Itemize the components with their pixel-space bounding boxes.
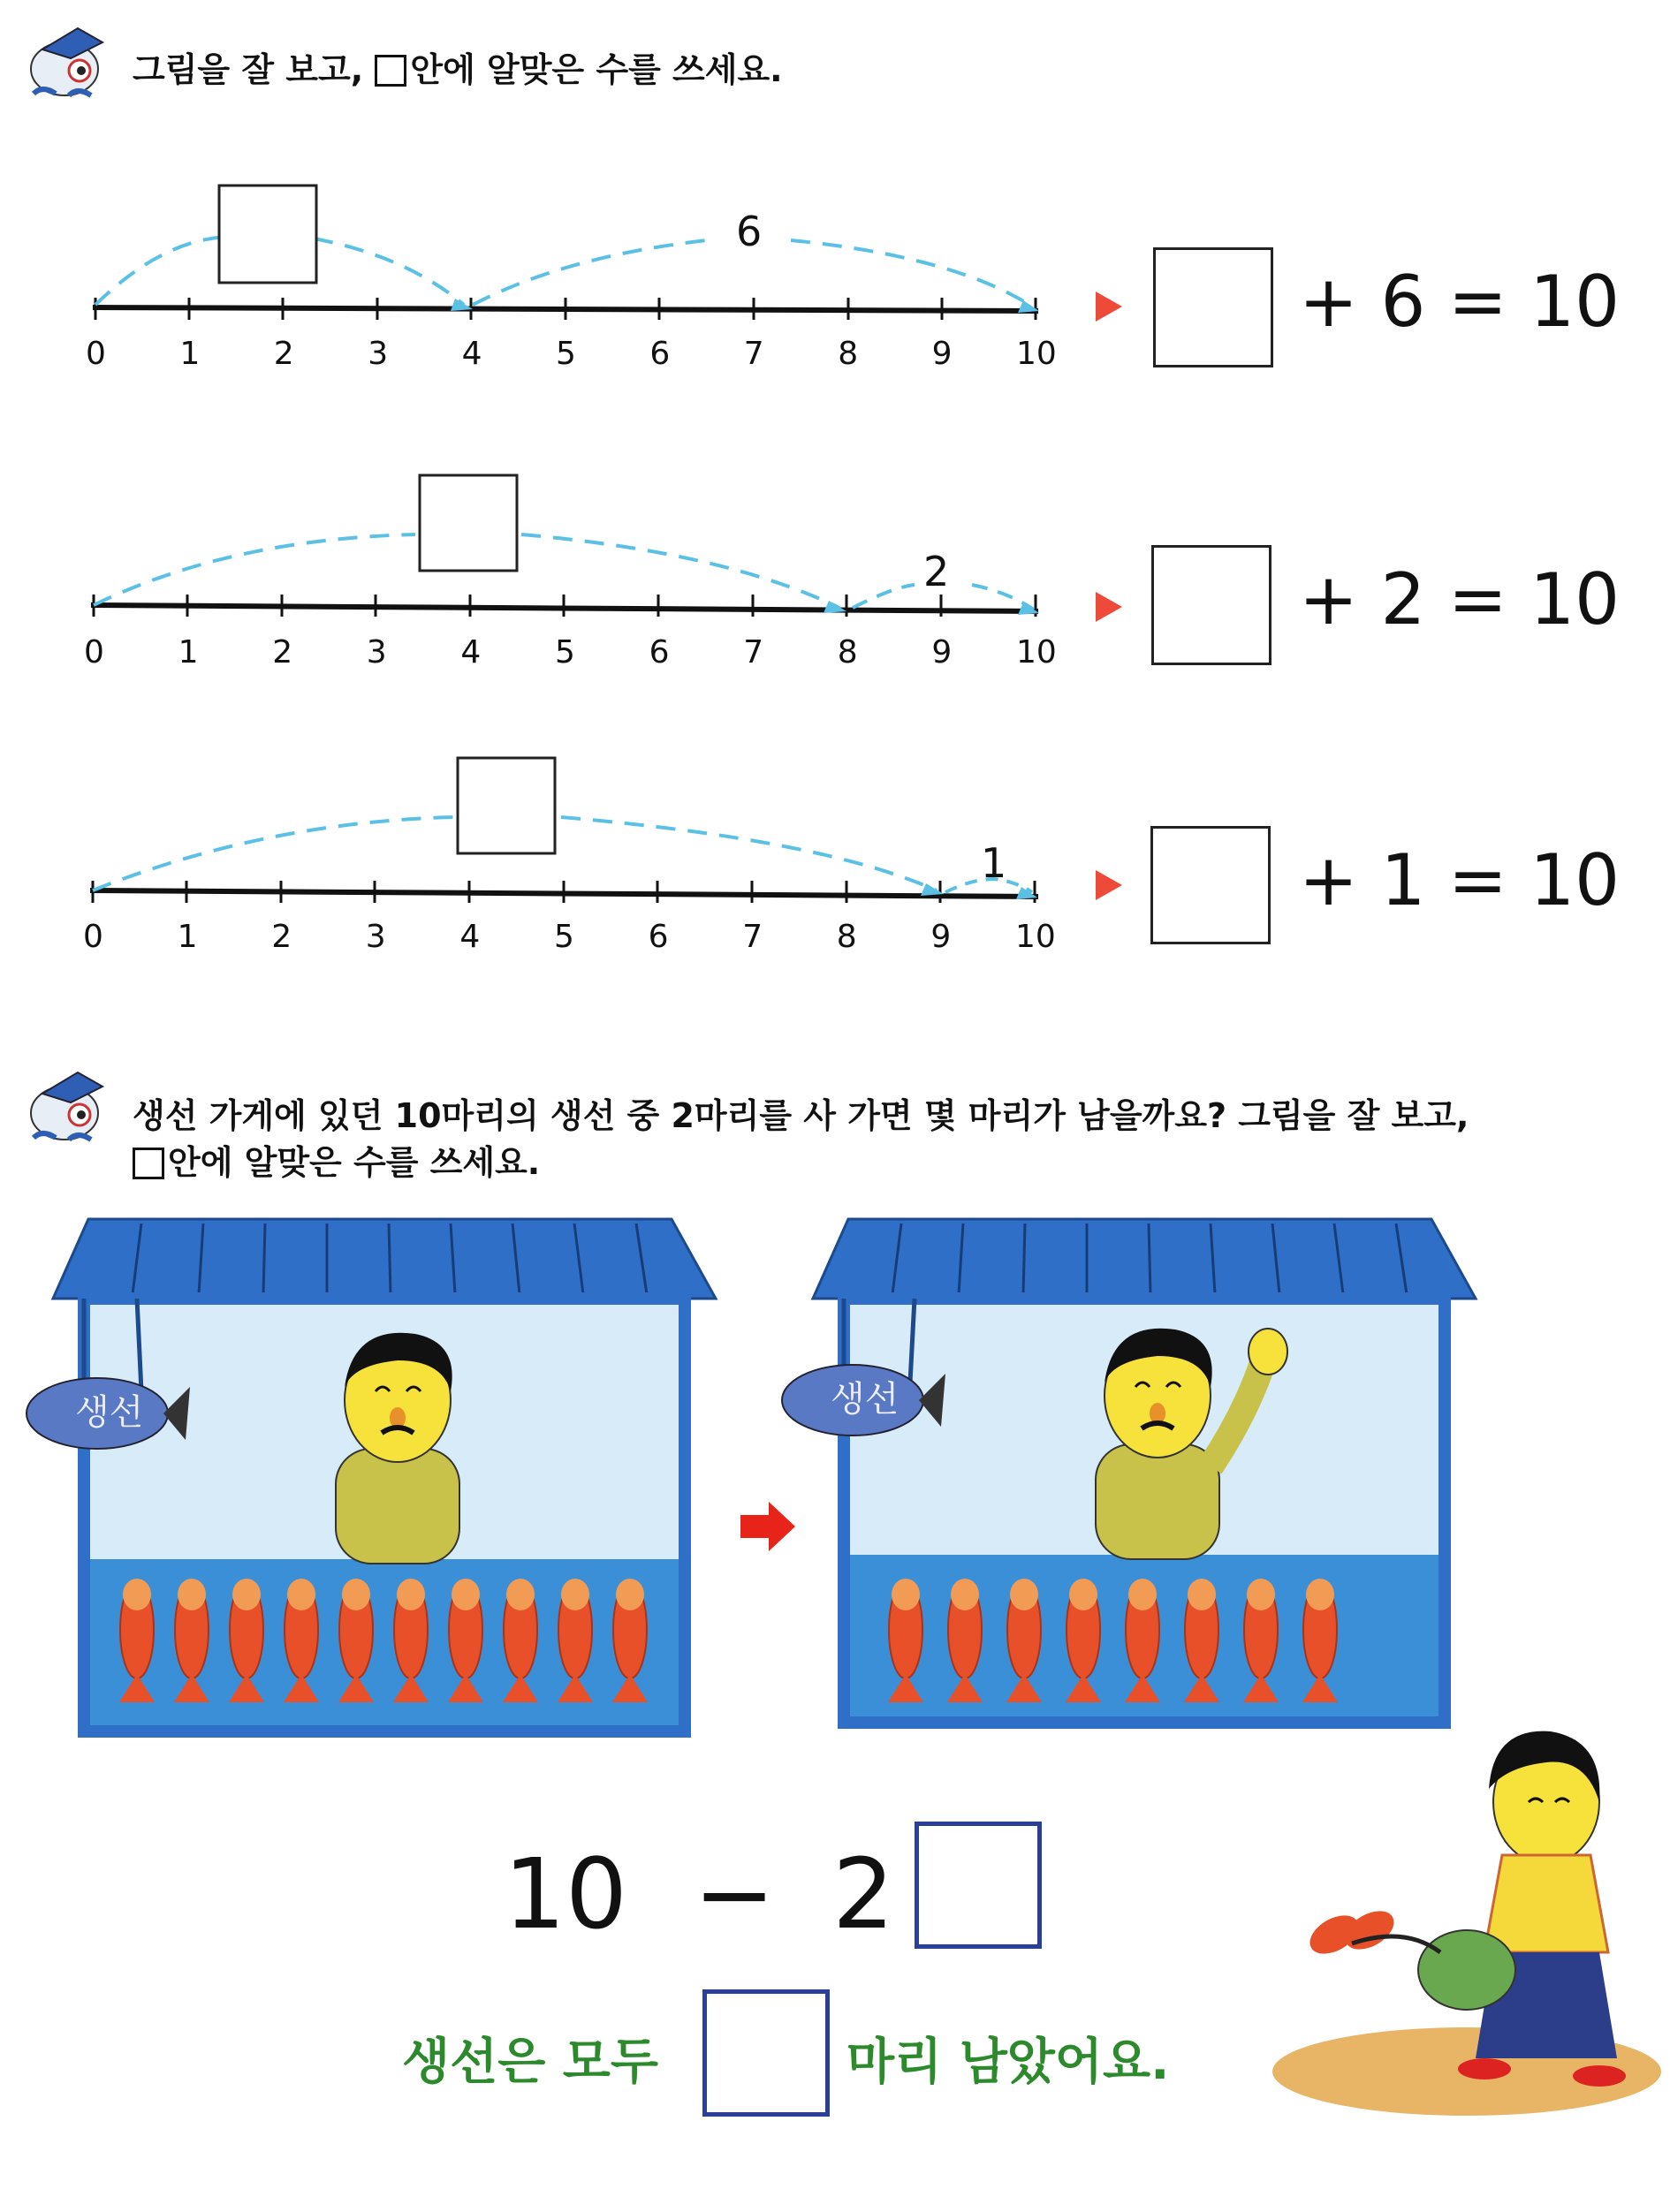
tick-label: 0 (83, 919, 103, 955)
tick-label: 5 (555, 634, 575, 670)
tick-label: 8 (838, 336, 859, 372)
tick-label: 9 (930, 919, 952, 955)
equals-sign: = (1447, 558, 1507, 640)
plus-sign: + (1299, 558, 1359, 640)
tick-label: 10 (1015, 919, 1056, 955)
tick-label: 4 (461, 336, 482, 372)
addend: 1 (1380, 839, 1426, 921)
number-line-2 (91, 475, 1039, 617)
minuend: 10 (504, 1837, 627, 1951)
tick-label: 6 (649, 634, 670, 670)
tick-label: 2 (271, 919, 292, 955)
fish-shop-before (27, 1219, 716, 1731)
tick-label: 7 (742, 919, 763, 955)
instruction-2-line2-text: 안에 알맞은 수를 쓰세요. (168, 1143, 541, 1182)
answer-sentence-before: 생선은 모두 (402, 2034, 658, 2091)
tick-label: 10 (1016, 634, 1057, 670)
answer-box-3[interactable] (1150, 826, 1271, 944)
fish-sign-text: 생선 (75, 1392, 144, 1433)
addend: 2 (1380, 558, 1426, 640)
tick-label: 1 (179, 336, 201, 372)
answer-box-2[interactable] (1151, 545, 1271, 665)
instruction-2-line1: 생선 가게에 있던 10마리의 생선 중 2마리를 사 가면 몇 마리가 남을까요? 그림을 잘 보고, (133, 1096, 1469, 1135)
total: 10 (1530, 261, 1621, 343)
tick-label: 0 (86, 336, 106, 372)
arrow-right-icon (740, 1502, 795, 1551)
triangle-marker-icon (1096, 292, 1122, 322)
equation-3 (1299, 839, 1620, 921)
tick-label: 5 (556, 336, 576, 372)
subtraction-answer-box[interactable] (915, 1822, 1042, 1949)
jump-label-2: 2 (923, 548, 950, 595)
number-line-3 (90, 758, 1038, 903)
jump-label-3: 1 (981, 839, 1007, 887)
equation-2 (1299, 558, 1620, 640)
tick-label: 1 (178, 634, 199, 670)
subtrahend: 2 (832, 1837, 895, 1951)
equation-1 (1299, 261, 1620, 343)
instruction-1-text-after: 안에 알맞은 수를 쓰세요. (410, 50, 783, 89)
tick-label: 10 (1016, 336, 1057, 372)
tick-label: 0 (84, 634, 104, 670)
fish-shop-after (782, 1219, 1476, 1723)
tick-label: 9 (931, 336, 953, 372)
plus-sign: + (1299, 261, 1359, 343)
tick-label: 6 (649, 336, 671, 372)
jump-box-2 (420, 475, 517, 571)
jump-box-3 (458, 758, 555, 853)
tick-label: 7 (743, 336, 764, 372)
girl-illustration (1246, 1705, 1661, 2120)
answer-box-1[interactable] (1153, 247, 1273, 367)
jump-label-1: 6 (736, 208, 763, 255)
tick-label: 3 (366, 634, 387, 670)
jump-box-1 (219, 186, 316, 283)
tick-label: 8 (836, 919, 857, 955)
inline-answer-box-icon (133, 1148, 164, 1179)
total: 10 (1530, 839, 1621, 921)
addend: 6 (1380, 261, 1426, 343)
tick-label: 8 (837, 634, 858, 670)
total: 10 (1530, 558, 1621, 640)
tick-label: 3 (368, 336, 389, 372)
tick-label: 6 (648, 919, 669, 955)
number-line-1 (93, 186, 1039, 320)
fish-shop-illustration (0, 1201, 1670, 1749)
minus-sign: − (693, 1837, 776, 1951)
tick-label: 3 (365, 919, 386, 955)
equals-sign: = (1447, 261, 1507, 343)
fish-sign-text: 생선 (831, 1379, 900, 1420)
tick-label: 5 (554, 919, 574, 955)
tick-label: 1 (177, 919, 198, 955)
tick-label: 4 (460, 634, 482, 670)
plus-sign: + (1299, 839, 1359, 921)
answer-sentence-after: 마리 남았어요. (846, 2034, 1170, 2091)
tick-label: 7 (743, 634, 764, 670)
instruction-1-text: 그림을 잘 보고, (133, 50, 376, 89)
tick-label: 2 (272, 634, 293, 670)
equals-sign: = (1447, 839, 1507, 921)
tick-label: 9 (931, 634, 953, 670)
mascot-icon (16, 1060, 113, 1148)
triangle-marker-icon (1096, 592, 1122, 622)
tick-label: 4 (459, 919, 481, 955)
tick-label: 2 (273, 336, 294, 372)
answer-sentence-box[interactable] (702, 1989, 830, 2117)
triangle-marker-icon (1096, 870, 1122, 900)
instruction-2-line2 (133, 1135, 540, 1184)
